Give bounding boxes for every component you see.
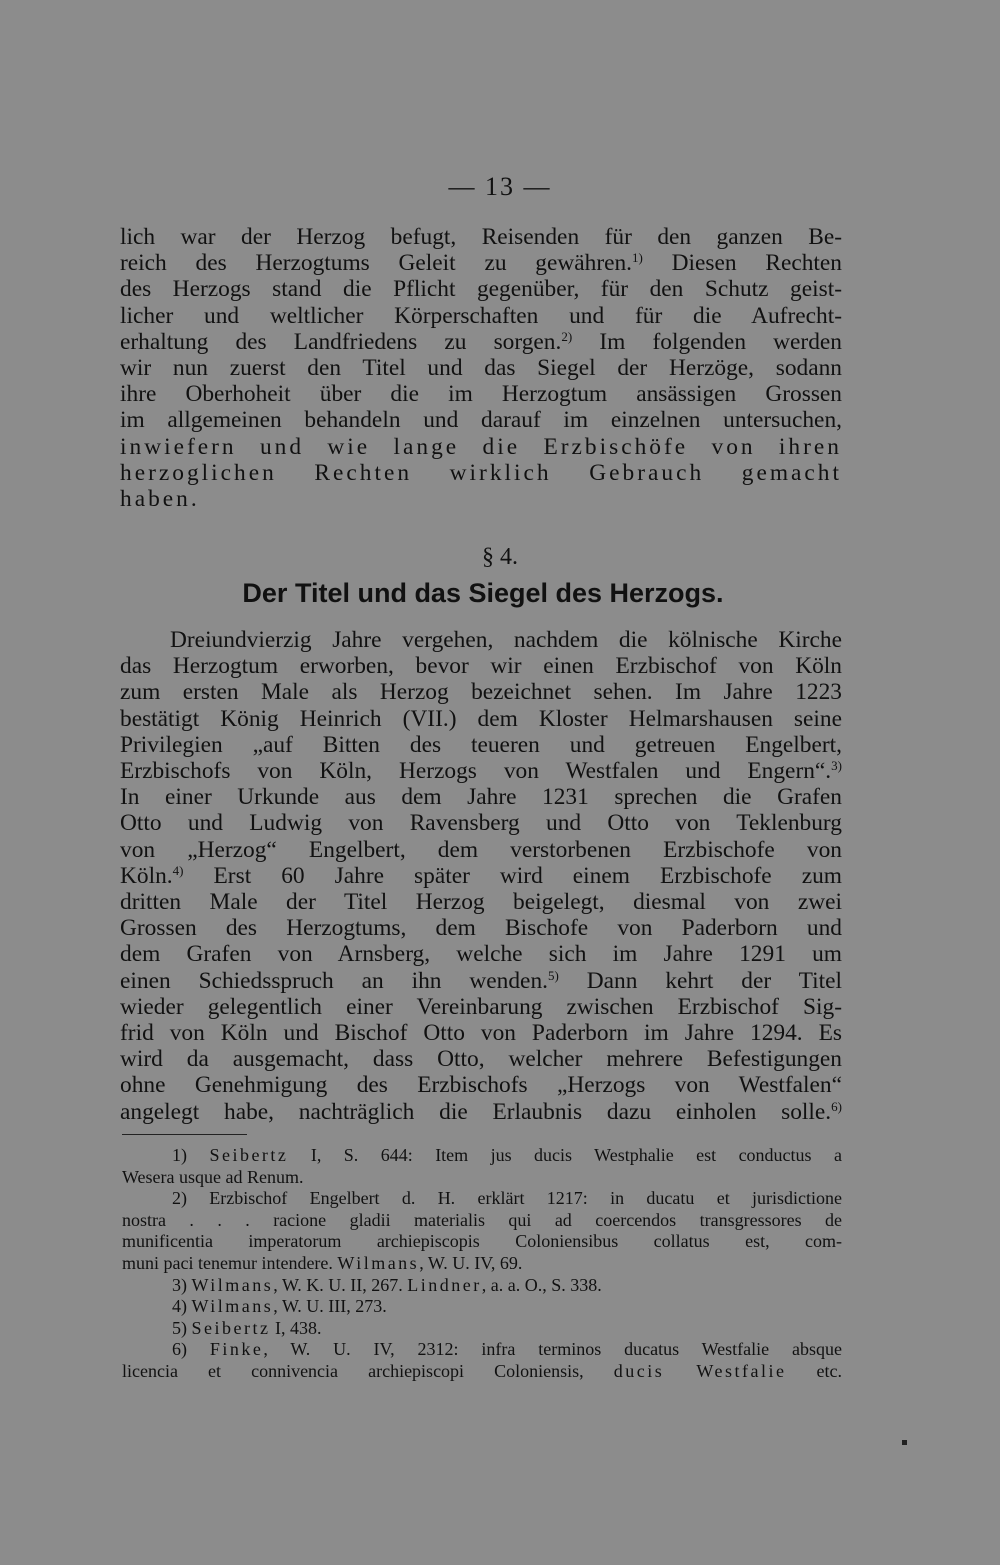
text-line: ohne Genehmigung des Erzbischofs „Herzogs von Westfalen“ (120, 1072, 842, 1099)
text-line: einen Schiedsspruch an ihn wenden.$^{5)}$ Dann kehrt der Titel (120, 967, 842, 994)
text-line: wieder gelegentlich einer Vereinbarung zwischen Erzbischof Sig- (120, 993, 842, 1020)
text-line: das Herzogtum erworben, bevor wir einen Erzbischof von Köln (120, 653, 842, 680)
section-title: Der Titel und das Siegel des Herzogs. (242, 578, 724, 608)
text-line: Erzbischofs von Köln, Herzogs von Westfalen und Engern“.$^{3)}$ (120, 758, 842, 785)
text-line: dem Grafen von Arnsberg, welche sich im Jahre 1291 um (120, 941, 842, 968)
footnote-ref: 5) (547, 967, 559, 983)
text-line: lich war der Herzog befugt, Reisenden für den ganzen Be- (120, 224, 842, 250)
text-line: zum ersten Male als Herzog bezeichnet sehen. Im Jahre 1223 (120, 679, 842, 706)
footnotes (122, 1145, 842, 1383)
text-line: Grossen des Herzogtums, dem Bischofe von Paderborn und (120, 915, 842, 942)
footnote-2-cont: nostra . . . racione gladii materialis qui ad coercendos transgressores de (122, 1209, 842, 1230)
main-paragraph (120, 627, 842, 1125)
footnote-5: 5) Seibertz I, 438. (172, 1317, 322, 1338)
text-line: In einer Urkunde aus dem Jahre 1231 sprechen die Grafen (120, 784, 842, 811)
footnote-ref: 2) (561, 328, 573, 344)
footnote-ref: 4) (172, 862, 184, 878)
footnote-ref: 1) (632, 250, 643, 266)
text-line: angelegt habe, nachträglich die Erlaubnis dazu einholen solle.$^{6)}$ (120, 1098, 842, 1125)
text-line: des Herzogs stand die Pflicht gegenüber, für den Schutz geist- (120, 276, 842, 303)
text-line: Otto und Ludwig von Ravensberg und Otto von Teklenburg (120, 810, 842, 837)
text-line: Dreiundvierzig Jahre vergehen, nachdem die kölnische Kirche (170, 627, 842, 653)
text-line: wird da ausgemacht, dass Otto, welcher mehrere Befestigungen (120, 1046, 842, 1073)
footnote-3: 3) Wilmans, W. K. U. II, 267. Lindner, a. a. O., S. 338. (172, 1274, 602, 1295)
footnote-6-cont: licencia et connivencia archiepiscopi Coloniensis, ducis Westfalie etc. (122, 1360, 842, 1381)
footnote-divider (122, 1134, 247, 1135)
text-line: ihre Oberhoheit über die im Herzogtum ansässigen Grossen (120, 381, 842, 408)
text-line: Privilegien „auf Bitten des teueren und getreuen Engelbert, (120, 731, 842, 758)
footnote-1-cont: Wesera usque ad Renum. (122, 1166, 304, 1187)
footnote-ref: 6) (831, 1098, 842, 1114)
text-line: dritten Male der Titel Herzog beigelegt, diesmal von zwei (120, 889, 842, 916)
footnote-4: 4) Wilmans, W. U. III, 273. (172, 1296, 387, 1317)
scan-mark (902, 1440, 907, 1445)
text-line: bestätigt König Heinrich (VII.) dem Kloster Helmarshausen seine (120, 705, 842, 732)
text-line: licher und weltlicher Körperschaften und für die Aufrecht- (120, 302, 842, 329)
intro-paragraph (120, 224, 842, 512)
text-line: im allgemeinen behandeln und darauf im einzelnen untersuchen, (120, 407, 842, 434)
text-line-emphasis: inwiefern und wie lange die Erzbischöfe von ihren (120, 433, 842, 460)
footnote-6: 6) Finke, W. U. IV, 2312: infra terminos ducatus Westfalie absque (172, 1339, 842, 1360)
text-line: reich des Herzogtums Geleit zu gewähren.$^{1)}$ Diesen Rechten (120, 250, 842, 277)
text-line-emphasis: herzoglichen Rechten wirklich Gebrauch gemacht (120, 459, 842, 486)
text-line-emphasis: haben. (120, 486, 200, 513)
text-line: frid von Köln und Bischof Otto von Paderborn im Jahre 1294. Es (120, 1020, 842, 1047)
text-line: erhaltung des Landfriedens zu sorgen.$^{2)}$ Im folgenden werden (120, 328, 842, 355)
section-number: § 4. (482, 544, 518, 570)
footnote-2-cont: muni paci tenemur intendere. Wilmans, W. U. IV, 69. (122, 1252, 523, 1273)
footnote-ref: 3) (831, 758, 842, 774)
footnote-1: 1) Seibertz I, S. 644: Item jus ducis Westphalie est conductus a (172, 1145, 842, 1165)
text-line: wir nun zuerst den Titel und das Siegel der Herzöge, sodann (120, 355, 842, 382)
footnote-2-cont: munificentia imperatorum archiepiscopis Coloniensibus collatus est, com- (122, 1231, 842, 1252)
text-line: Köln.$^{4)}$ Erst 60 Jahre später wird einem Erzbischofe zum (120, 862, 842, 889)
page-number: — 13 — (448, 172, 552, 201)
footnote-2: 2) Erzbischof Engelbert d. H. erklärt 1217: in ducatu et jurisdictione (172, 1188, 842, 1209)
text-line: von „Herzog“ Engelbert, dem verstorbenen Erzbischofe von (120, 836, 842, 863)
